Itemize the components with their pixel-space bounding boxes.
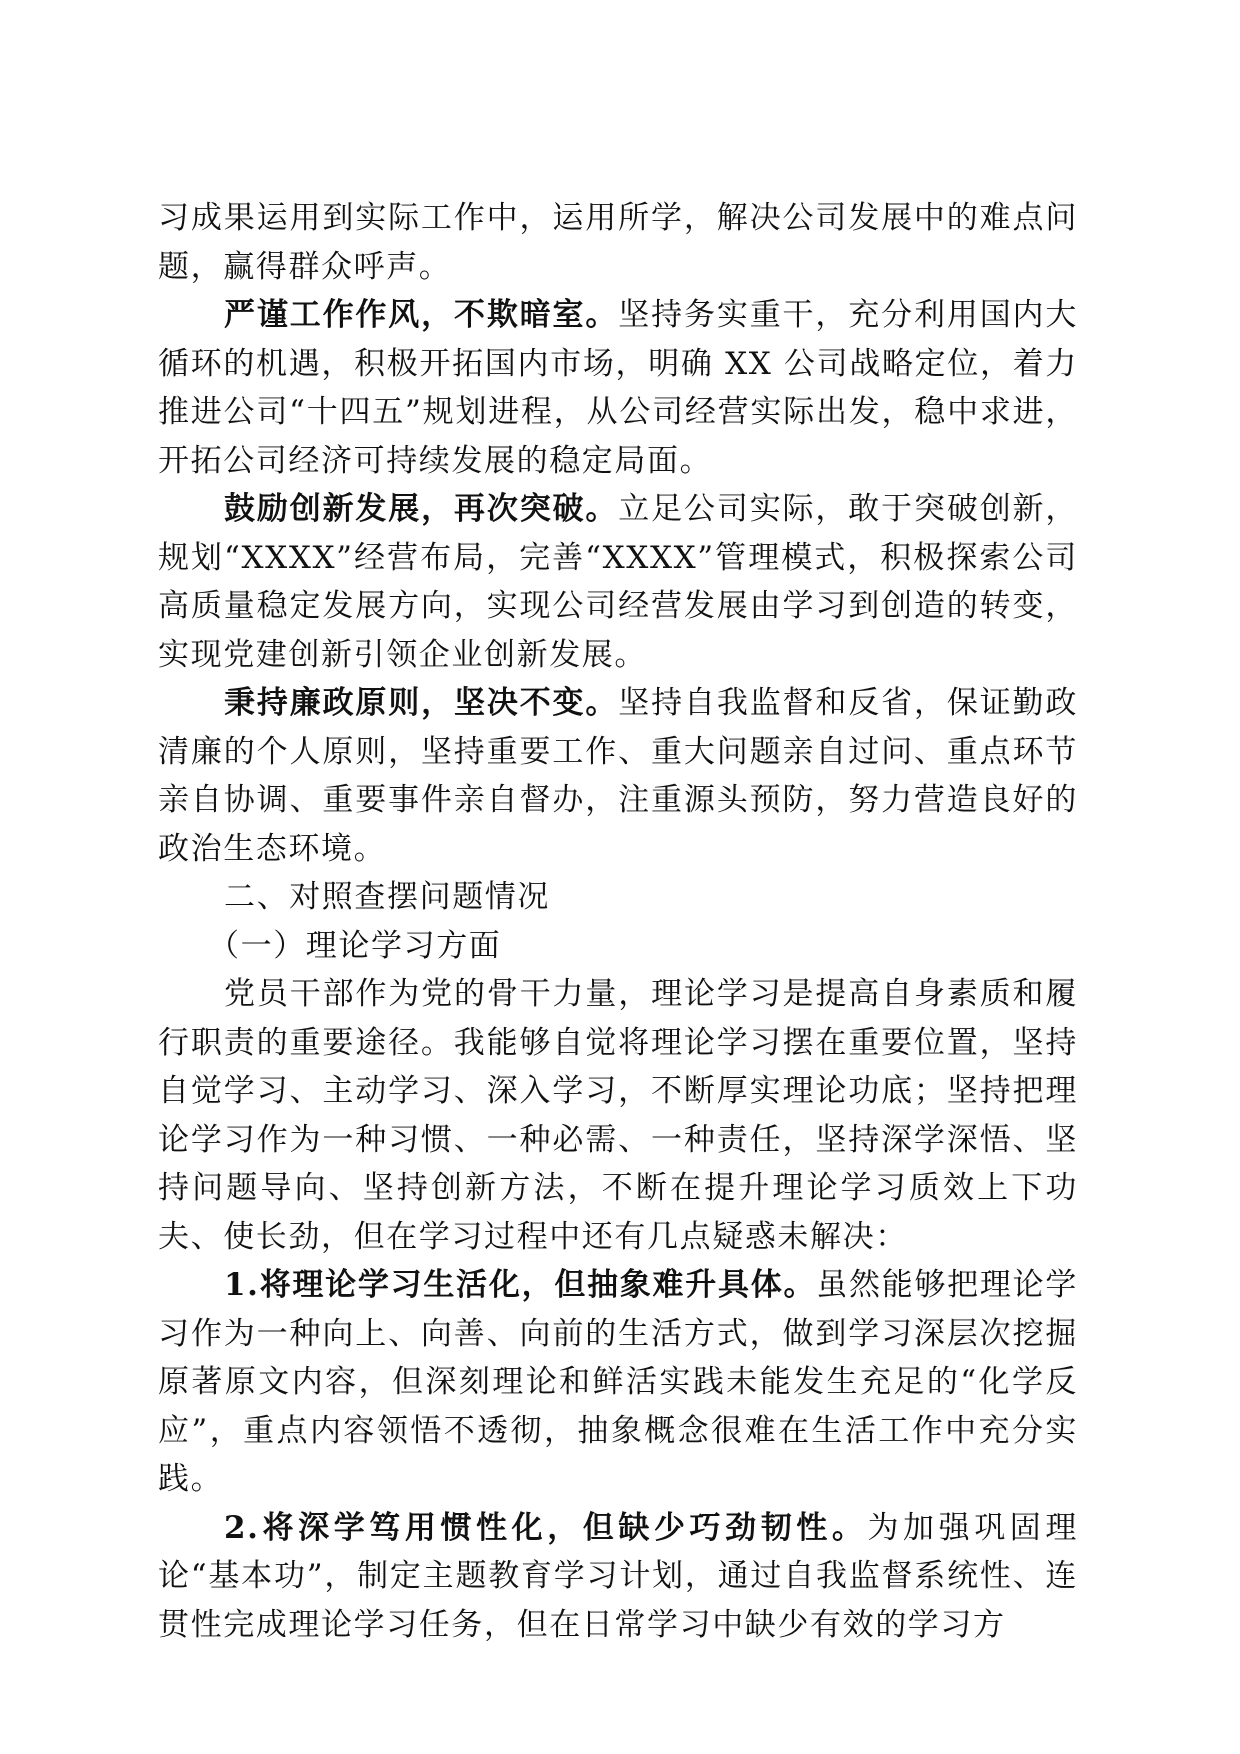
paragraph-innovation (158, 485, 1078, 679)
point-item (158, 1504, 1078, 1650)
point-item (158, 1261, 1078, 1504)
paragraph-lead: 秉持廉政原则，坚决不变。 (224, 685, 619, 721)
paragraph-text: 习成果运用到实际工作中，运用所学，解决公司发展中的难点问题，赢得群众呼声。 (158, 200, 1078, 285)
point-lead: 2.将深学笃用惯性化，但缺少巧劲韧性。 (224, 1509, 868, 1546)
point-lead: 1.将理论学习生活化，但抽象难升具体。 (224, 1267, 817, 1303)
subsection-heading: （一）理论学习方面 (208, 927, 502, 964)
point-text: 虽然能够把理论学习作为一种向上、向善、向前的生活方式，做到学习深层次挖掘原著原文内容，但深刻理论和鲜活实践未能发生充足的“化学反应”，重点内容领悟不透彻，抽象概念很难在生活工作中充分实践。 (158, 1267, 1078, 1497)
paragraph-lead: 严谨工作作风，不欺暗室。 (224, 297, 619, 333)
paragraph-text: 坚持自我监督和反省，保证勤政清廉的个人原则，坚持重要工作、重大问题亲自过问、重点环节亲自协调、重要事件亲自督办，注重源头预防，努力营造良好的政治生态环境。 (158, 685, 1079, 867)
paragraph-continuation (158, 194, 1078, 291)
paragraph-lead: 鼓励创新发展，再次突破。 (224, 491, 619, 527)
paragraph-text: 立足公司实际，敢于突破创新，规划“XXXX”经营布局，完善“XXXX”管理模式，积极探索公司高质量稳定发展方向，实现公司经营发展由学习到创造的转变，实现党建创新引领企业创新发展。 (158, 491, 1079, 673)
document-page (158, 194, 1078, 1649)
paragraph-intro: 党员干部作为党的骨干力量，理论学习是提高自身素质和履行职责的重要途径。我能够自觉将理论学习摆在重要位置，坚持自觉学习、主动学习、深入学习，不断厚实理论功底；坚持把理论学习作为一种习惯、一种必需、一种责任，坚持深学深悟、坚持问题导向、坚持创新方法，不断在提升理论学习质效上下功夫、使长劲，但在学习过程中还有几点疑惑未解决： (158, 976, 1078, 1255)
paragraph-work-style (158, 291, 1078, 485)
point-text: 为加强巩固理论“基本功”，制定主题教育学习计划，通过自我监督系统性、连贯性完成理论学习任务，但在日常学习中缺少有效的学习方 (158, 1509, 1078, 1643)
paragraph-integrity (158, 679, 1078, 873)
section-heading: 二、对照查摆问题情况 (224, 879, 550, 915)
paragraph-text: 坚持务实重干，充分利用国内大循环的机遇，积极开拓国内市场，明确 XX 公司战略定位，着力推进公司“十四五”规划进程，从公司经营实际出发，稳中求进，开拓公司经济可持续发展的稳定局面。 (158, 297, 1079, 479)
